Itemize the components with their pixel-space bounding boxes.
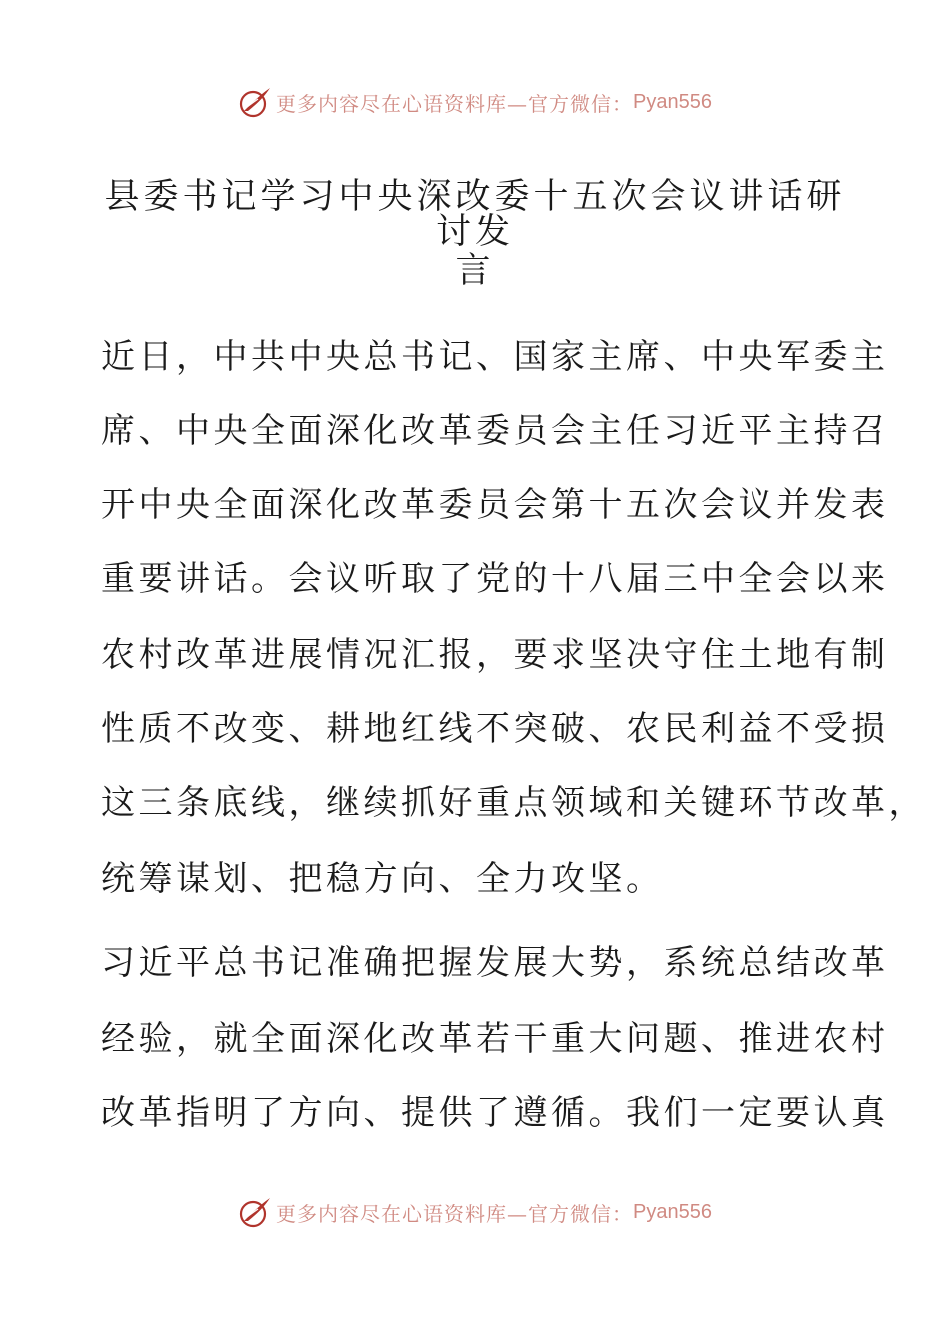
paragraph-1-line-7: 这三条底线，继续抓好重点领域和关键环节改革， (101, 783, 926, 823)
paragraph-2-line-1: 习近平总书记准确把握发展大势，系统总结改革 (101, 943, 889, 983)
banner-wechat-id: Pyan556 (633, 1200, 712, 1223)
paragraph-1-line-3: 开中央全面深化改革委员会第十五次会议并发表 (101, 485, 889, 525)
document-title-line-1: 县委书记学习中央深改委十五次会议讲话研讨发 (104, 177, 846, 252)
paragraph-2-line-3: 改革指明了方向、提供了遵循。我们一定要认真 (101, 1093, 889, 1133)
document-title-line-2: 言 (455, 251, 495, 291)
banner-text: 更多内容尽在心语资料库—官方微信： (276, 1201, 634, 1226)
banner-wechat-id: Pyan556 (633, 90, 712, 113)
paragraph-1-line-4: 重要讲话。会议听取了党的十八届三中全会以来 (101, 559, 889, 599)
footer-banner (0, 1192, 950, 1232)
paragraph-1-line-8: 统筹谋划、把稳方向、全力攻坚。 (101, 859, 664, 899)
quill-logo-icon (238, 85, 272, 119)
paragraph-1-line-5: 农村改革进展情况汇报，要求坚决守住土地有制 (101, 635, 889, 675)
header-banner (0, 82, 950, 122)
paragraph-1-line-6: 性质不改变、耕地红线不突破、农民利益不受损 (101, 709, 889, 749)
banner-text: 更多内容尽在心语资料库—官方微信： (276, 91, 634, 116)
paragraph-2-line-2: 经验，就全面深化改革若干重大问题、推进农村 (101, 1019, 889, 1059)
quill-logo-icon (238, 1195, 272, 1229)
paragraph-1-line-2: 席、中央全面深化改革委员会主任习近平主持召 (101, 411, 889, 451)
paragraph-1-line-1: 近日，中共中央总书记、国家主席、中央军委主 (101, 337, 889, 377)
